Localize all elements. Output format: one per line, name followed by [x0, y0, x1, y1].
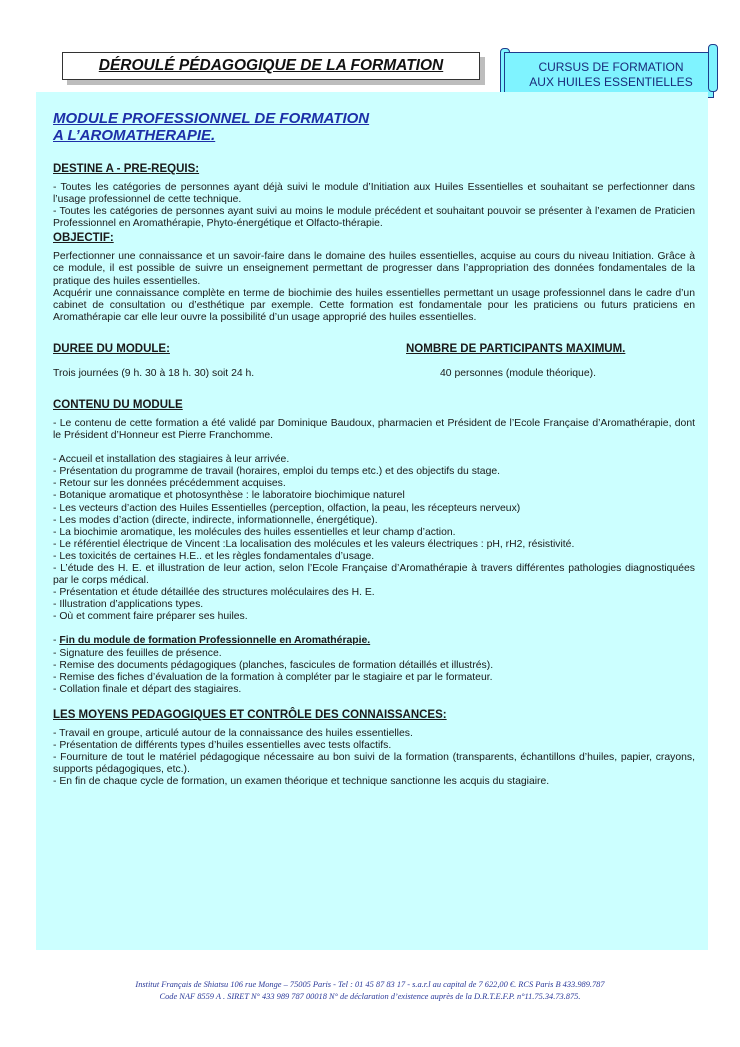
duree-heading: DUREE DU MODULE: [53, 342, 170, 355]
module-title-line-1: MODULE PROFESSIONNEL DE FORMATION [53, 110, 370, 127]
document-title: DÉROULÉ PÉDAGOGIQUE DE LA FORMATION [98, 57, 444, 74]
list-item: - Remise des documents pédagogiques (planches, fascicules de formation détaillés et illustrés). [53, 659, 494, 671]
footer-line-2: Code NAF 8559 A . SIRET N° 433 989 787 00018 N° de déclaration d’existence auprès de la D.R.T.E.F.P. n°11.75.34.73.875. [159, 992, 581, 1001]
fin-module-label: Fin du module de formation Professionnelle en Aromathérapie. [59, 635, 371, 647]
list-item: - Où et comment faire préparer ses huiles. [53, 611, 248, 623]
fin-module-line [53, 635, 695, 647]
badge-line-2: AUX HUILES ESSENTIELLES [529, 75, 693, 89]
destine-line: - Toutes les catégories de personnes ayant déjà suivi le module d’Initiation aux Huiles Essentielles et souhaitant se perfectionner dans l’usage professionnel de cette technique. [53, 182, 695, 206]
module-title-line-2: A L’AROMATHERAPIE. [53, 127, 216, 144]
list-item: - Remise des fiches d’évaluation de la formation à compléter par le stagiaire et par le formateur. [53, 671, 493, 683]
document-body [53, 110, 695, 788]
module-title [53, 110, 695, 144]
destine-line: - Toutes les catégories de personnes ayant suivi au moins le module précédent et souhaitant pouvoir se présenter à l’examen de Praticien Professionnel en Aromathérapie, Phyto-énergétique et Olfacto-thérapie. [53, 206, 695, 230]
list-item: - Les vecteurs d’action des Huiles Essentielles (perception, olfaction, la peau, les récepteurs nerveux) [53, 502, 521, 514]
badge-text [510, 60, 712, 90]
objectif-line: Perfectionner une connaissance et un savoir-faire dans le domaine des huiles essentielles, acquise au cours du niveau Initiation. Grâce à ce module, il est possible de suivre un enseignement permettant de progresser dans l’appropriation des données fondamentales de la pratique des huiles essentielles. [53, 251, 695, 287]
objectif-heading: OBJECTIF: [53, 232, 114, 245]
list-item: - L’étude des H. E. et illustration de leur action, selon l’Ecole Française d’Aromathérapie à travers différentes pathologies diagnostiquées par le corps médical. [53, 562, 695, 587]
participants-heading: NOMBRE DE PARTICIPANTS MAXIMUM. [406, 342, 626, 355]
list-item: - Présentation et étude détaillée des structures moléculaires des H. E. [53, 587, 375, 599]
list-item: - Les toxicités de certaines H.E.. et les règles fondamentales d’usage. [53, 550, 375, 562]
contenu-heading: CONTENU DU MODULE [53, 398, 183, 411]
objectif-line: Acquérir une connaissance complète en terme de biochimie des huiles essentielles permettant un usage professionnel dans le cadre d’un cabinet de consultation ou d’esthétique par exemple. Cette formation est fondamentale pour les praticiens ou futurs praticiens en Aromathérapie car elle leur ouvre la possibilité d’un usage approprié des huiles essentielles. [53, 287, 695, 323]
list-item: - Présentation du programme de travail (horaires, emploi du temps etc.) et des objectifs du stage. [53, 466, 501, 478]
duree-value: Trois journées (9 h. 30 à 18 h. 30) soit 24 h. [53, 367, 255, 379]
list-item: - Illustration d’applications types. [53, 599, 204, 611]
moyens-heading: LES MOYENS PEDAGOGIQUES ET CONTRÔLE DES CONNAISSANCES: [53, 708, 447, 721]
duree-participants [53, 342, 695, 392]
document-title-box [62, 52, 480, 80]
participants-value: 40 personnes (module théorique). [440, 367, 596, 379]
list-item: - Retour sur les données précédemment acquises. [53, 478, 286, 490]
page-footer [0, 979, 740, 1003]
fin-prefix: - [53, 635, 60, 647]
cursus-scroll-badge [500, 44, 718, 98]
destine-heading: DESTINE A - PRE-REQUIS: [53, 163, 200, 175]
contenu-list [53, 454, 695, 623]
list-item: - Le référentiel électrique de Vincent :La localisation des molécules et les valeurs électriques : pH, rH2, résistivité. [53, 538, 575, 550]
list-item: - Botanique aromatique et photosynthèse : le laboratoire biochimique naturel [53, 490, 405, 502]
list-item: - La biochimie aromatique, les molécules des huiles essentielles et leur champ d’action. [53, 526, 456, 538]
list-item: - Présentation de différents types d’huiles essentielles avec tests olfactifs. [53, 740, 392, 751]
list-item: - Fourniture de tout le matériel pédagogique nécessaire au bon suivi de la formation (transparents, échantillons d’huiles, papier, crayons, supports pédagogiques, etc.). [53, 752, 695, 776]
list-item: - Collation finale et départ des stagiaires. [53, 683, 242, 695]
list-item: - Signature des feuilles de présence. [53, 647, 222, 659]
list-item: - Les modes d’action (directe, indirecte, informationnelle, énergétique). [53, 514, 378, 526]
list-item: - Accueil et installation des stagiaires à leur arrivée. [53, 454, 290, 466]
contenu-intro: - Le contenu de cette formation a été validé par Dominique Baudoux, pharmacien et Président de l’Ecole Française d’Aromathérapie, dont le Président d’Honneur est Pierre Franchomme. [53, 417, 695, 442]
list-item: - En fin de chaque cycle de formation, un examen théorique et technique sanctionne les acquis du stagiaire. [53, 776, 550, 788]
list-item: - Travail en groupe, articulé autour de la connaissance des huiles essentielles. [53, 727, 413, 739]
footer-line-1: Institut Français de Shiatsu 106 rue Monge – 75005 Paris - Tel : 01 45 87 83 17 - s.a.r.l au capital de 7 622,00 €. RCS Paris B 433.989.787 [135, 980, 605, 989]
badge-line-1: CURSUS DE FORMATION [538, 60, 684, 74]
